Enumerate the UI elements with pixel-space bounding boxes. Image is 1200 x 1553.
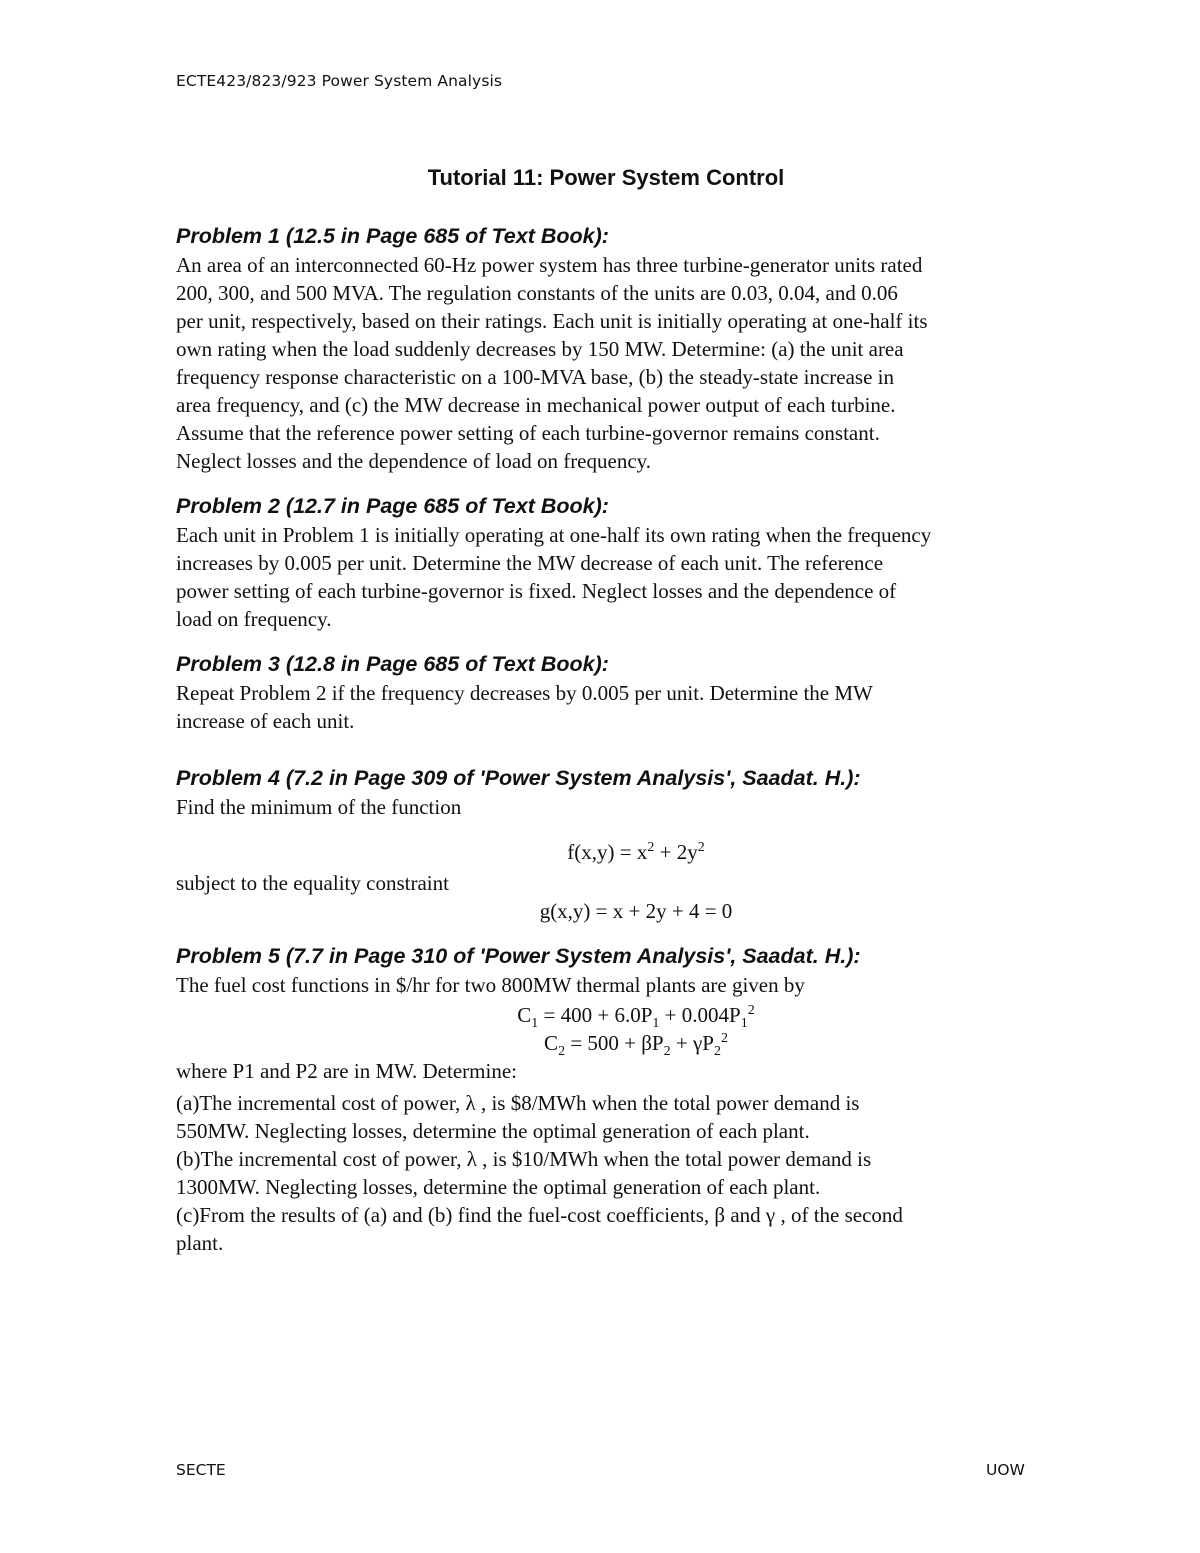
text-line: Neglect losses and the dependence of load on frequency. (176, 449, 652, 473)
text-line: 1300MW. Neglecting losses, determine the optimal generation of each plant. (176, 1175, 821, 1199)
text-line: load on frequency. (176, 607, 332, 631)
problem-4-intro: Find the minimum of the function (176, 795, 462, 819)
text-line: 550MW. Neglecting losses, determine the optimal generation of each plant. (176, 1119, 810, 1143)
problem-2-text (176, 521, 1036, 633)
text-line: (a)The incremental cost of power, λ , is $8/MWh when the total power demand is (176, 1091, 860, 1115)
text-line: power setting of each turbine-governor is fixed. Neglect losses and the dependence of (176, 579, 897, 603)
text-line: Each unit in Problem 1 is initially operating at one-half its own rating when the frequency (176, 523, 932, 547)
problem-4-title: Problem 4 (7.2 in Page 309 of 'Power System Analysis', Saadat. H.): (176, 766, 861, 790)
problem-5-title: Problem 5 (7.7 in Page 310 of 'Power System Analysis', Saadat. H.): (176, 944, 861, 968)
text-line: increase of each unit. (176, 709, 355, 733)
cost-function-c2: $C_2 = 500 + \beta P_2 + \gamma P_2^2$ (544, 1031, 728, 1060)
problem-1-title: Problem 1 (12.5 in Page 685 of Text Book): (176, 224, 609, 248)
footer-right: UOW (986, 1461, 1025, 1479)
footer-left: SECTE (176, 1461, 226, 1479)
problem-1 (176, 221, 1036, 475)
text-line: per unit, respectively, based on their ratings. Each unit is initially operating at one-half its (176, 309, 928, 333)
text-line: area frequency, and (c) the MW decrease in mechanical power output of each turbine. (176, 393, 896, 417)
text-line: 200, 300, and 500 MVA. The regulation constants of the units are 0.03, 0.04, and 0.06 (176, 281, 898, 305)
problem-3 (176, 649, 1036, 735)
text-line: plant. (176, 1231, 224, 1255)
page-title: Tutorial 11: Power System Control (427, 165, 785, 190)
problem-2 (176, 491, 1036, 633)
problem-2-title: Problem 2 (12.7 in Page 685 of Text Book): (176, 494, 609, 518)
text-line: (b)The incremental cost of power, λ , is $10/MWh when the total power demand is (176, 1147, 872, 1171)
problem-5-intro: The fuel cost functions in $/hr for two 800MW thermal plants are given by (176, 973, 805, 997)
text-line: Repeat Problem 2 if the frequency decreases by 0.005 per unit. Determine the MW (176, 681, 873, 705)
text-line: increases by 0.005 per unit. Determine the MW decrease of each unit. The reference (176, 551, 884, 575)
constraint-equation: g(x,y) = x + 2y + 4 = 0 (539, 899, 733, 923)
document-body (176, 163, 1036, 1273)
problem-5-parts (176, 1089, 1036, 1257)
text-line: Assume that the reference power setting of each turbine-governor remains constant. (176, 421, 880, 445)
running-header: ECTE423/823/923 Power System Analysis (176, 72, 503, 90)
problem-4 (176, 763, 1036, 925)
text-line: frequency response characteristic on a 100-MVA base, (b) the steady-state increase in (176, 365, 894, 389)
problem-1-text (176, 251, 1036, 475)
objective-function-equation: $f(x,y) = x^2 + 2y^2$ (567, 840, 705, 864)
cost-function-c1: $C_1 = 400 + 6.0P_1 + 0.004P_1^2$ (517, 1003, 755, 1032)
problem-3-title: Problem 3 (12.8 in Page 685 of Text Book): (176, 652, 609, 676)
problem-5 (176, 941, 1036, 1257)
text-line: An area of an interconnected 60-Hz power system has three turbine-generator units rated (176, 253, 923, 277)
text-line: (c)From the results of (a) and (b) find the fuel-cost coefficients, β and γ , of the second (176, 1203, 903, 1227)
problem-4-constraint-text: subject to the equality constraint (176, 871, 449, 895)
problem-3-text (176, 679, 1036, 735)
problem-5-after-text: where P1 and P2 are in MW. Determine: (176, 1059, 517, 1083)
text-line: own rating when the load suddenly decreases by 150 MW. Determine: (a) the unit area (176, 337, 904, 361)
